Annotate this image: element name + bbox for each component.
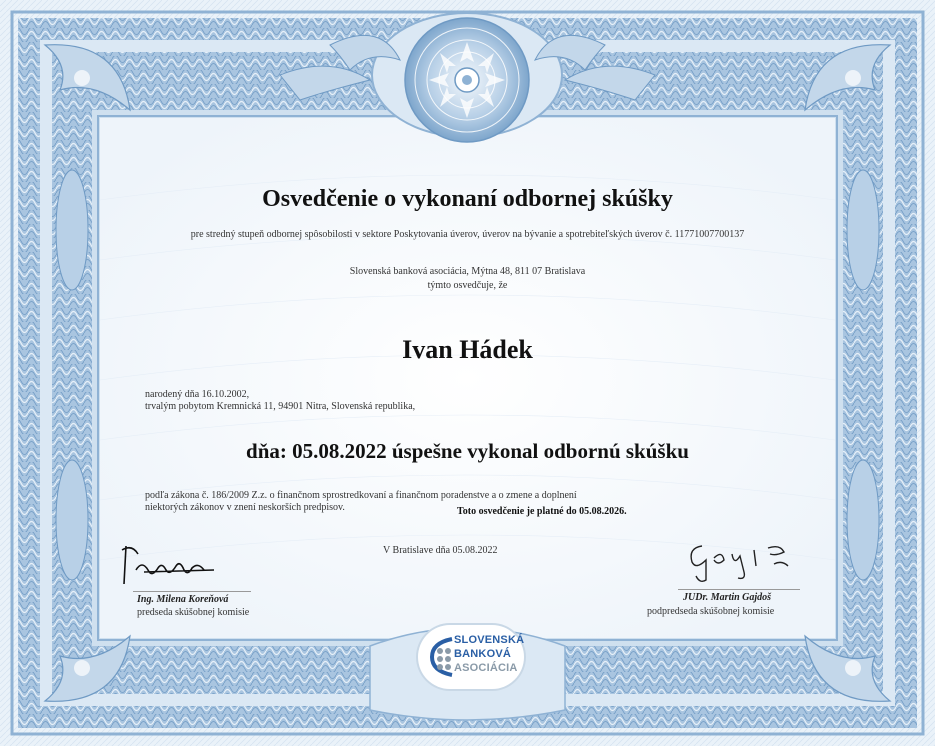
certificate-title: Osvedčenie o vykonaní odbornej skúšky [262, 186, 673, 212]
signatory-left-name: Ing. Milena Koreňová [137, 594, 229, 605]
sba-logo [418, 625, 524, 689]
holder-details [145, 389, 415, 413]
issuer-line: Slovenská banková asociácia, Mýtna 48, 811 07 Bratislava [349, 266, 586, 277]
signature-right [684, 536, 800, 586]
signature-left [118, 540, 218, 592]
birth-line: narodený dňa 16.10.2002, [145, 389, 250, 400]
holder-name: Ivan Hádek [402, 335, 533, 364]
signatory-right-role: podpredseda skúšobnej komisie [647, 606, 775, 617]
signature-line-left [133, 591, 251, 592]
place-date: V Bratislave dňa 05.08.2022 [383, 545, 498, 556]
validity-note: Toto osvedčenie je platné do 05.08.2026. [457, 506, 627, 517]
signatory-right-name: JUDr. Martin Gajdoš [683, 592, 772, 603]
issuer-block [0, 265, 935, 293]
certifies-line: týmto osvedčuje, že [427, 280, 508, 291]
sba-logo-mark [426, 633, 456, 681]
signatory-left-role: predseda skúšobnej komisie [137, 607, 250, 618]
signature-line-right [678, 589, 800, 590]
logo-line-2: BANKOVÁ [454, 648, 512, 660]
certificate-subtitle: pre stredný stupeň odbornej spôsobilosti v sektore Poskytovania úverov, úverov na bývanie a spotrebiteľských úverov č. 11771007700137 [190, 229, 745, 240]
exam-headline: dňa: 05.08.2022 úspešne vykonal odbornú skúšku [246, 439, 689, 463]
residence-line: trvalým pobytom Kremnická 11, 94901 Nitra, Slovenská republika, [145, 401, 416, 412]
law-line-2: niektorých zákonov v znení neskorších predpisov. [145, 502, 345, 513]
logo-line-1: SLOVENSKÁ [454, 634, 525, 646]
law-line-1: podľa zákona č. 186/2009 Z.z. o finančnom sprostredkovaní a finančnom poradenstve a o zmene a doplnení [145, 490, 577, 501]
logo-line-3: ASOCIÁCIA [454, 662, 518, 674]
